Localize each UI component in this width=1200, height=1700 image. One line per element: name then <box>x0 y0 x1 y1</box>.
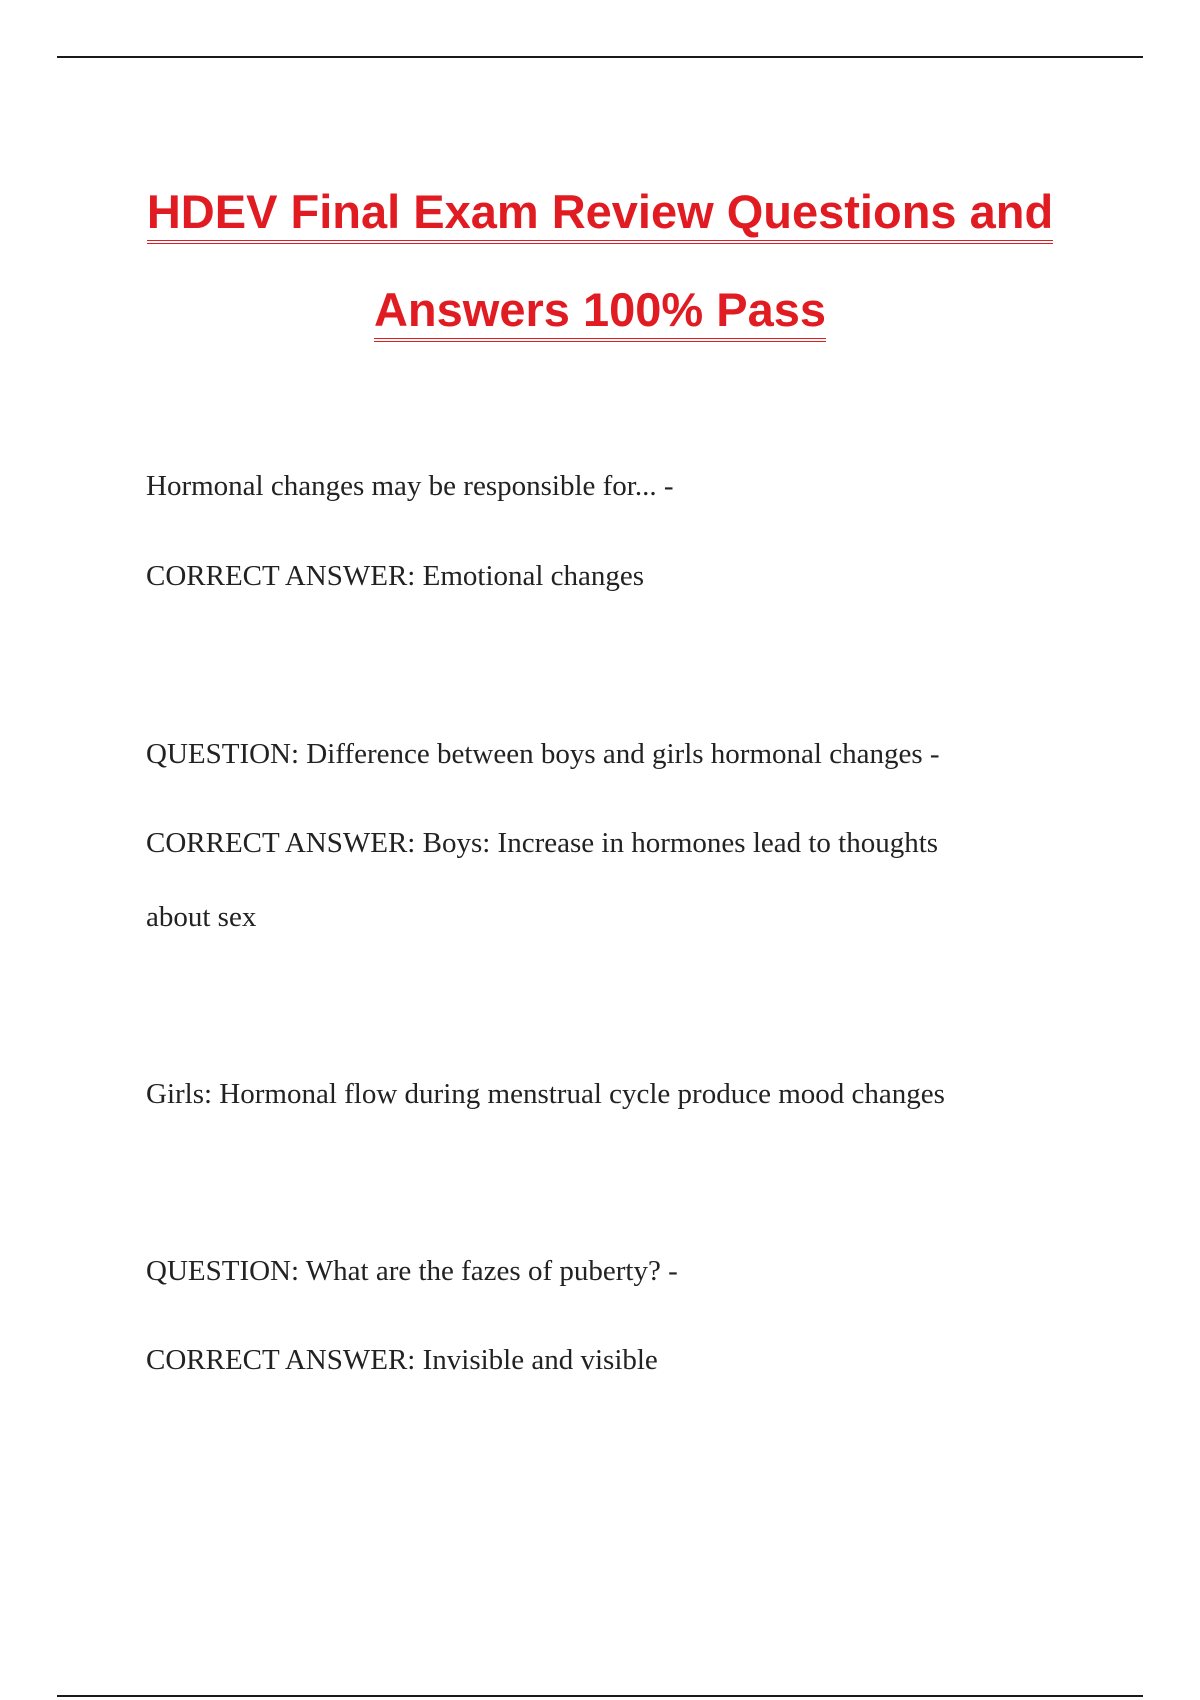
document-title-line-2 <box>80 282 1120 342</box>
answer-3-text: CORRECT ANSWER: Invisible and visible <box>146 1344 658 1376</box>
document-title-line-1 <box>80 184 1120 244</box>
title-text-2: Answers 100% Pass <box>374 284 826 342</box>
title-text-1: HDEV Final Exam Review Questions and <box>147 186 1053 244</box>
answer-2-continuation: about sex <box>146 901 257 933</box>
question-2-text: QUESTION: Difference between boys and girls hormonal changes - <box>146 738 940 770</box>
footer-rule <box>57 1695 1143 1697</box>
header-rule <box>57 56 1143 58</box>
answer-2-girls-text: Girls: Hormonal flow during menstrual cycle produce mood changes <box>146 1078 945 1110</box>
answer-1-text: CORRECT ANSWER: Emotional changes <box>146 560 645 592</box>
question-3-text: QUESTION: What are the fazes of puberty? - <box>146 1255 678 1287</box>
answer-2-text: CORRECT ANSWER: Boys: Increase in hormones lead to thoughts <box>146 827 939 859</box>
question-1-text: Hormonal changes may be responsible for... - <box>146 470 674 502</box>
